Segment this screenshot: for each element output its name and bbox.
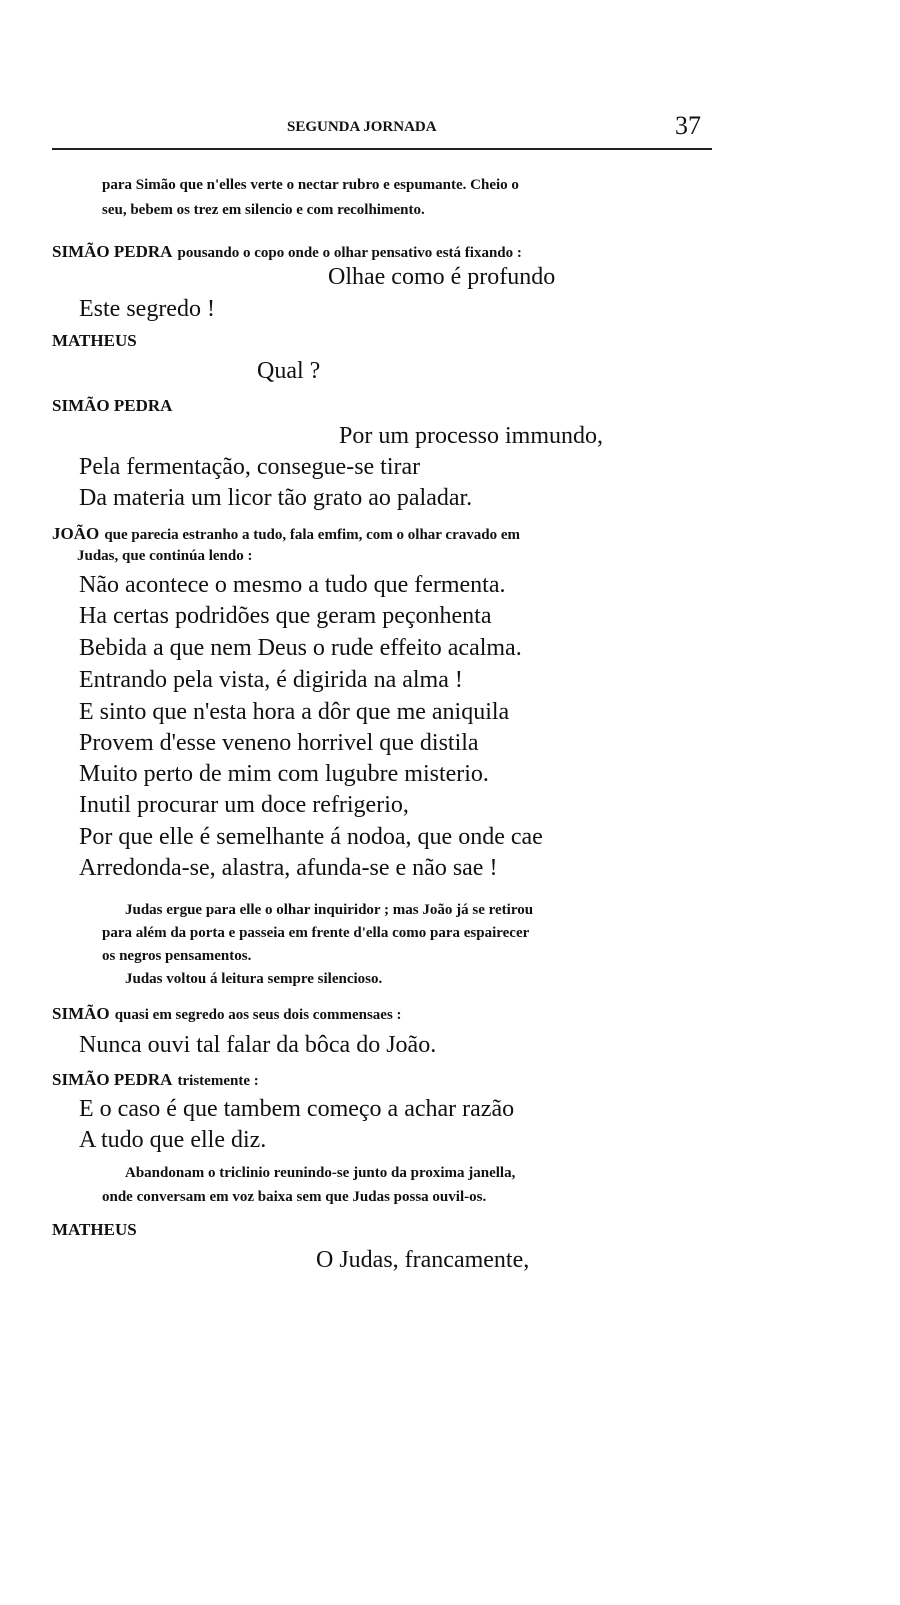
speaker-name: SIMÃO PEDRA: [52, 242, 173, 261]
verse-line: O Judas, francamente,: [316, 1247, 530, 1273]
stage-direction: onde conversam em voz baixa sem que Judas possa ouvil-os.: [102, 1189, 487, 1205]
speaker-direction: que parecia estranho a tudo, fala emfim, com o olhar cravado em: [104, 527, 520, 543]
speaker-direction: pousando o copo onde o olhar pensativo está fixando :: [177, 245, 522, 261]
verse-line: Pela fermentação, consegue-se tirar: [79, 454, 421, 480]
speaker-direction: quasi em segredo aos seus dois commensaes :: [114, 1007, 402, 1023]
speaker-name: JOÃO: [52, 524, 100, 543]
verse-line: Por um processo immundo,: [339, 423, 603, 449]
speaker-name: SIMÃO PEDRA: [52, 396, 173, 415]
verse-line: Este segredo !: [79, 296, 215, 322]
verse-line: Por que elle é semelhante á nodoa, que onde cae: [79, 824, 543, 850]
verse-line: E o caso é que tambem começo a achar razão: [79, 1096, 515, 1122]
speaker-name: MATHEUS: [52, 1220, 137, 1239]
speaker-line: [52, 1071, 259, 1089]
verse-line: Arredonda-se, alastra, afunda-se e não sae !: [79, 855, 498, 881]
verse-line: Muito perto de mim com lugubre misterio.: [79, 761, 489, 787]
speaker-name: MATHEUS: [52, 331, 137, 350]
verse-line: Provem d'esse veneno horrivel que distila: [79, 730, 479, 756]
verse-line: Não acontece o mesmo a tudo que fermenta.: [79, 572, 506, 598]
speaker-line: [52, 243, 522, 261]
verse-line: Nunca ouvi tal falar da bôca do João.: [79, 1032, 437, 1058]
speaker-direction: tristemente :: [177, 1073, 259, 1089]
stage-direction: seu, bebem os trez em silencio e com recolhimento.: [102, 202, 425, 218]
verse-line: A tudo que elle diz.: [79, 1127, 267, 1153]
stage-direction: Judas ergue para elle o olhar inquiridor ; mas João já se retirou: [125, 902, 534, 918]
speaker-line: [52, 1005, 402, 1023]
speaker-name: SIMÃO: [52, 1004, 110, 1023]
verse-line: E sinto que n'esta hora a dôr que me aniquila: [79, 699, 510, 725]
stage-direction: para Simão que n'elles verte o nectar rubro e espumante. Cheio o: [102, 177, 519, 193]
stage-direction: Abandonam o triclinio reunindo-se junto da proxima janella,: [125, 1165, 516, 1181]
speaker-name: SIMÃO PEDRA: [52, 1070, 173, 1089]
verse-line: Bebida a que nem Deus o rude effeito acalma.: [79, 635, 522, 661]
stage-direction: Judas, que continúa lendo :: [77, 548, 253, 564]
verse-line: Inutil procurar um doce refrigerio,: [79, 792, 409, 818]
stage-direction: os negros pensamentos.: [102, 948, 252, 964]
stage-direction: para além da porta e passeia em frente d'ella como para espairecer: [102, 925, 530, 941]
speaker-line: [52, 525, 520, 543]
stage-direction: Judas voltou á leitura sempre silencioso.: [125, 971, 383, 987]
running-title: SEGUNDA JORNADA: [287, 119, 437, 135]
header-rule: [52, 148, 712, 150]
verse-line: Da materia um licor tão grato ao paladar.: [79, 485, 473, 511]
verse-line: Entrando pela vista, é digirida na alma !: [79, 667, 463, 693]
verse-line: Olhae como é profundo: [328, 264, 556, 290]
page-number: 37: [675, 111, 701, 140]
verse-line: Ha certas podridões que geram peçonhenta: [79, 603, 492, 629]
verse-line: Qual ?: [257, 358, 321, 384]
